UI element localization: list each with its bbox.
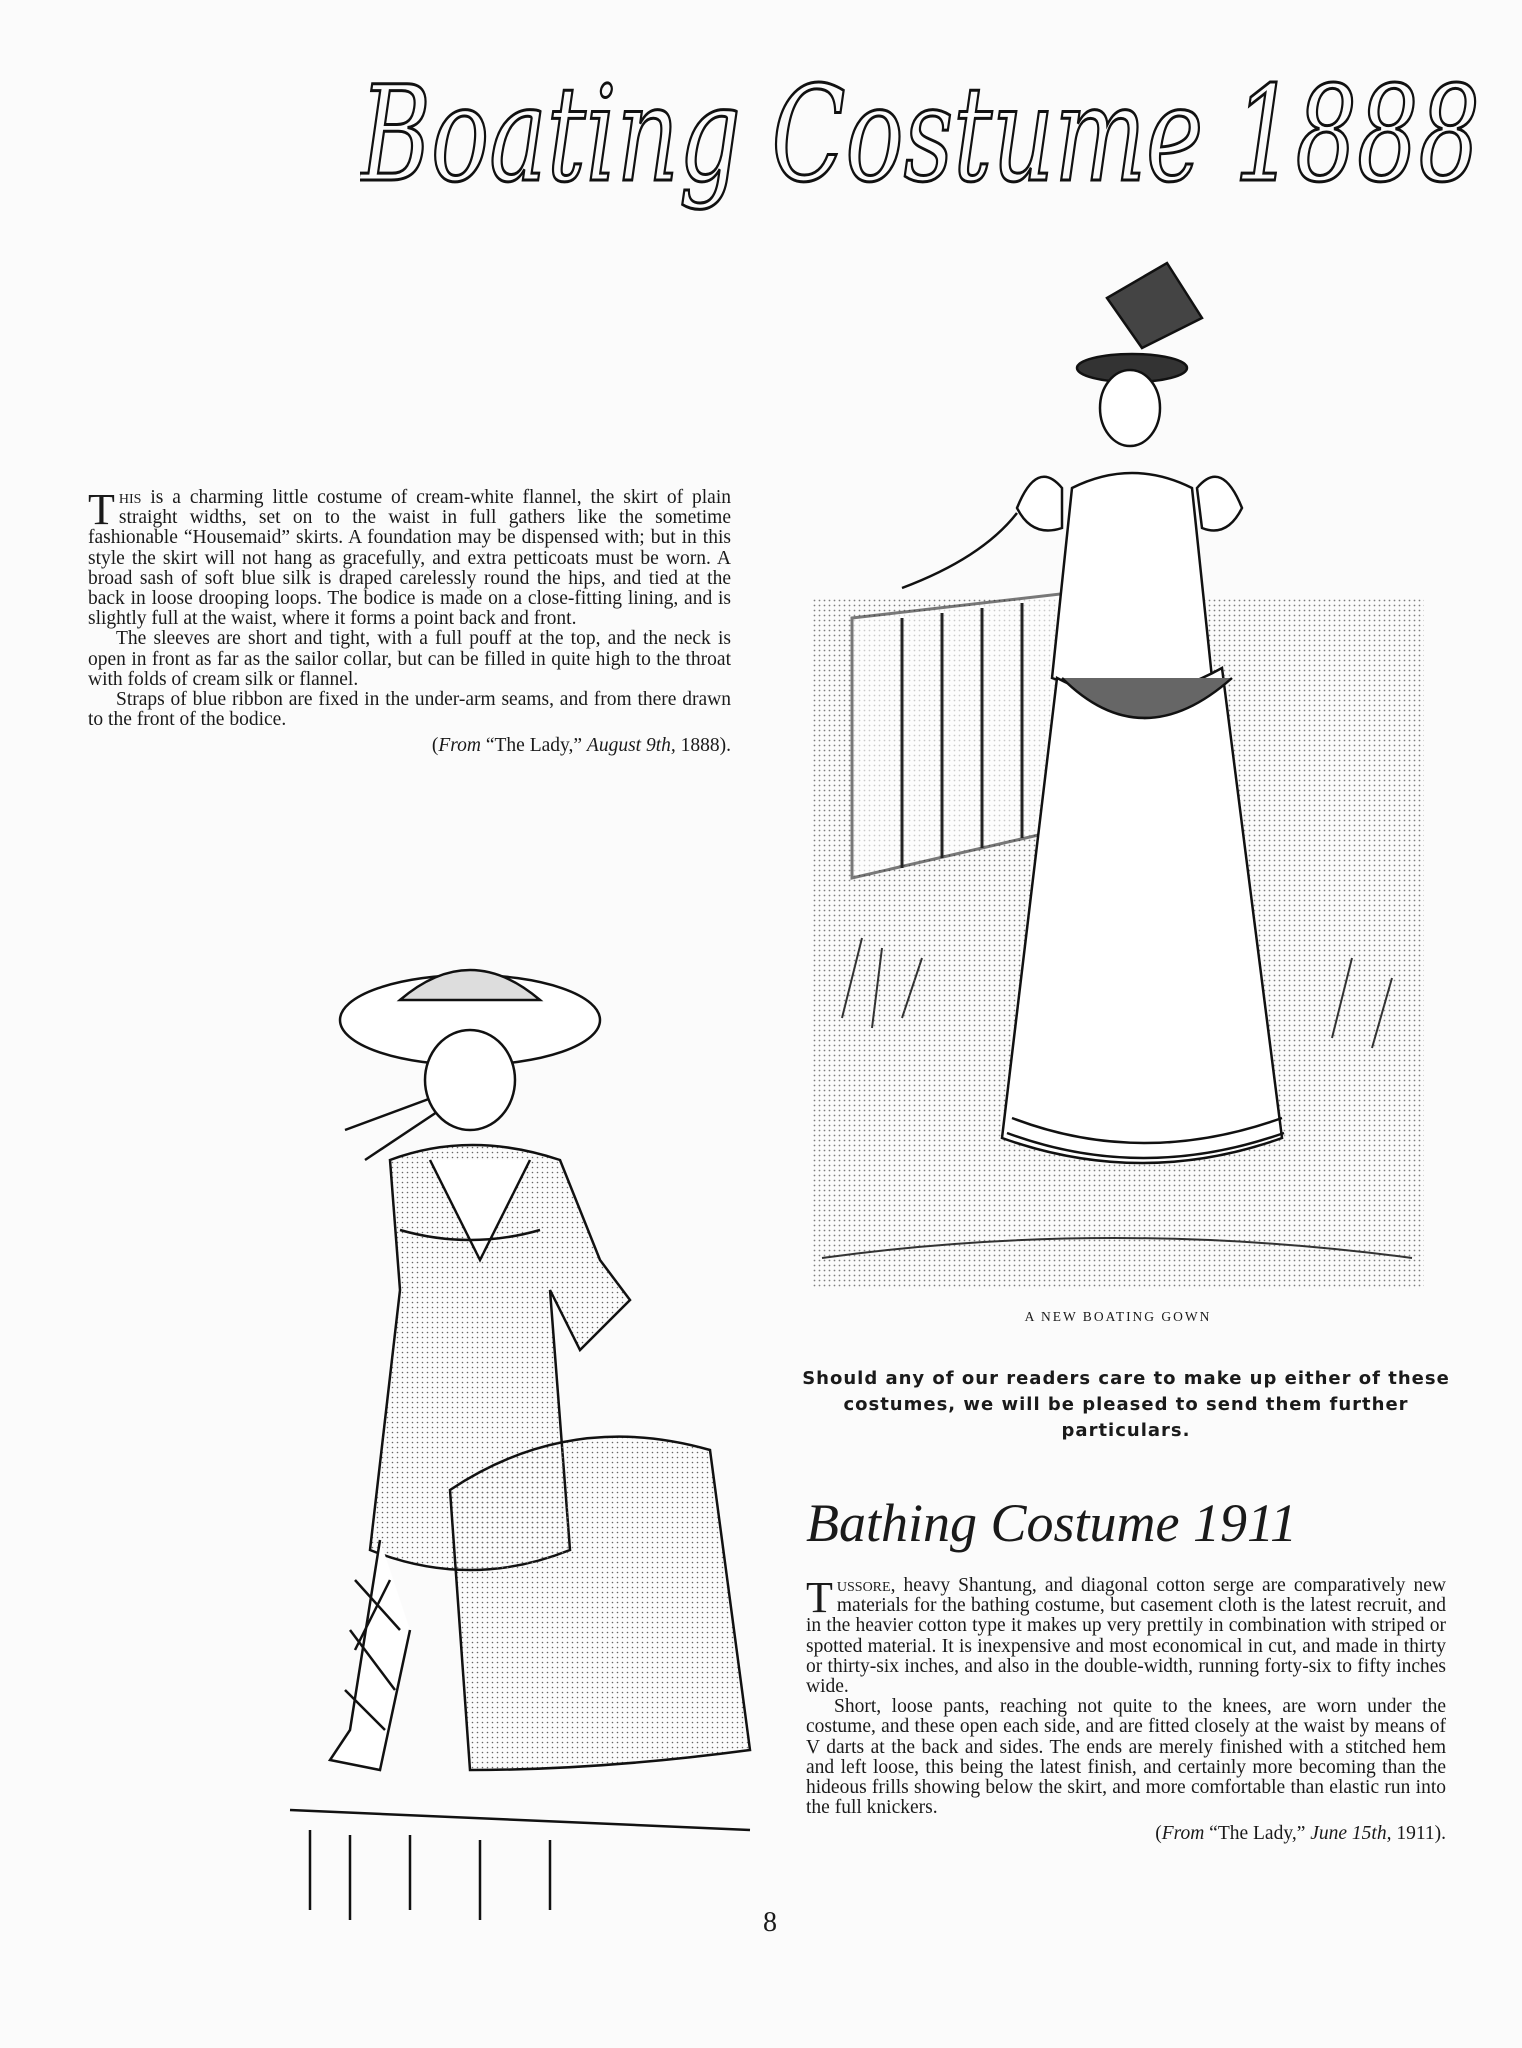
boating-article bbox=[88, 485, 731, 757]
boating-dropcap: T bbox=[88, 485, 115, 534]
readers-notice: Should any of our readers care to make up either of these costumes, we will be pleased to send them further particulars. bbox=[802, 1368, 1450, 1441]
boating-paragraph-3: Straps of blue ribbon are fixed in the under-arm seams, and from there drawn to the front of the bodice. bbox=[88, 689, 731, 731]
bathing-source: (From “The Lady,” June 15th, 1911). bbox=[1155, 1823, 1446, 1845]
boating-paragraph-1: This is a charming little costume of cream-white flannel, the skirt of plain straight widths, set on to the waist in full gathers like the sometime fashionable “Housemaid” skirts. A foundation may be dispensed with; but in this style the skirt will not hang as gracefully, and extra petticoats must be worn. A broad sash of soft blue silk is draped carelessly round the hips, and tied at the back in loose drooping loops. The bodice is made on a close-fitting lining, and is slightly full at the waist, where it forms a point back and front. bbox=[88, 485, 731, 630]
boating-paragraph-2: The sleeves are short and tight, with a full pouff at the top, and the neck is open in front as far as the sailor collar, but can be filled in quite high to the throat with folds of cream silk or flannel. bbox=[88, 628, 731, 690]
page-number: 8 bbox=[763, 1907, 777, 1938]
bathing-costume-heading: Bathing Costume 1911 bbox=[806, 1493, 1297, 1553]
boating-source: (From “The Lady,” August 9th, 1888). bbox=[431, 735, 731, 757]
bathing-lead-word: ussore, bbox=[836, 1575, 896, 1596]
page-title bbox=[360, 40, 1490, 280]
illustration-caption: A NEW BOATING GOWN bbox=[1024, 1309, 1212, 1324]
boating-gown-illustration bbox=[812, 258, 1424, 1288]
bathing-dropcap: T bbox=[806, 1573, 833, 1622]
bathing-costume-illustration bbox=[150, 930, 780, 1930]
bathing-paragraph-2: Short, loose pants, reaching not quite to the knees, are worn under the costume, and these open each side, and are fitted closely at the waist by means of V darts at the back and sides. The ends are merely finished with a stitched hem and left loose, this being the latest finish, and certainly more becoming than the hideous frills showing below the skirt, and more comfortable than elastic run into the full knickers. bbox=[806, 1696, 1446, 1819]
boating-lead-word: his bbox=[118, 487, 142, 508]
page-title-text: Boating Costume 1888 bbox=[360, 58, 1481, 212]
bathing-article bbox=[806, 1573, 1446, 1845]
bathing-paragraph-1: Tussore, heavy Shantung, and diagonal cotton serge are comparatively new materials for the bathing costume, but casement cloth is the latest recruit, and in the heavier cotton type it makes up very prettily in combination with striped or spotted material. It is inexpensive and most economical in cut, and made in thirty or thirty-six inches, and also in the double-width, running forty-six to fifty inches wide. bbox=[806, 1573, 1446, 1698]
